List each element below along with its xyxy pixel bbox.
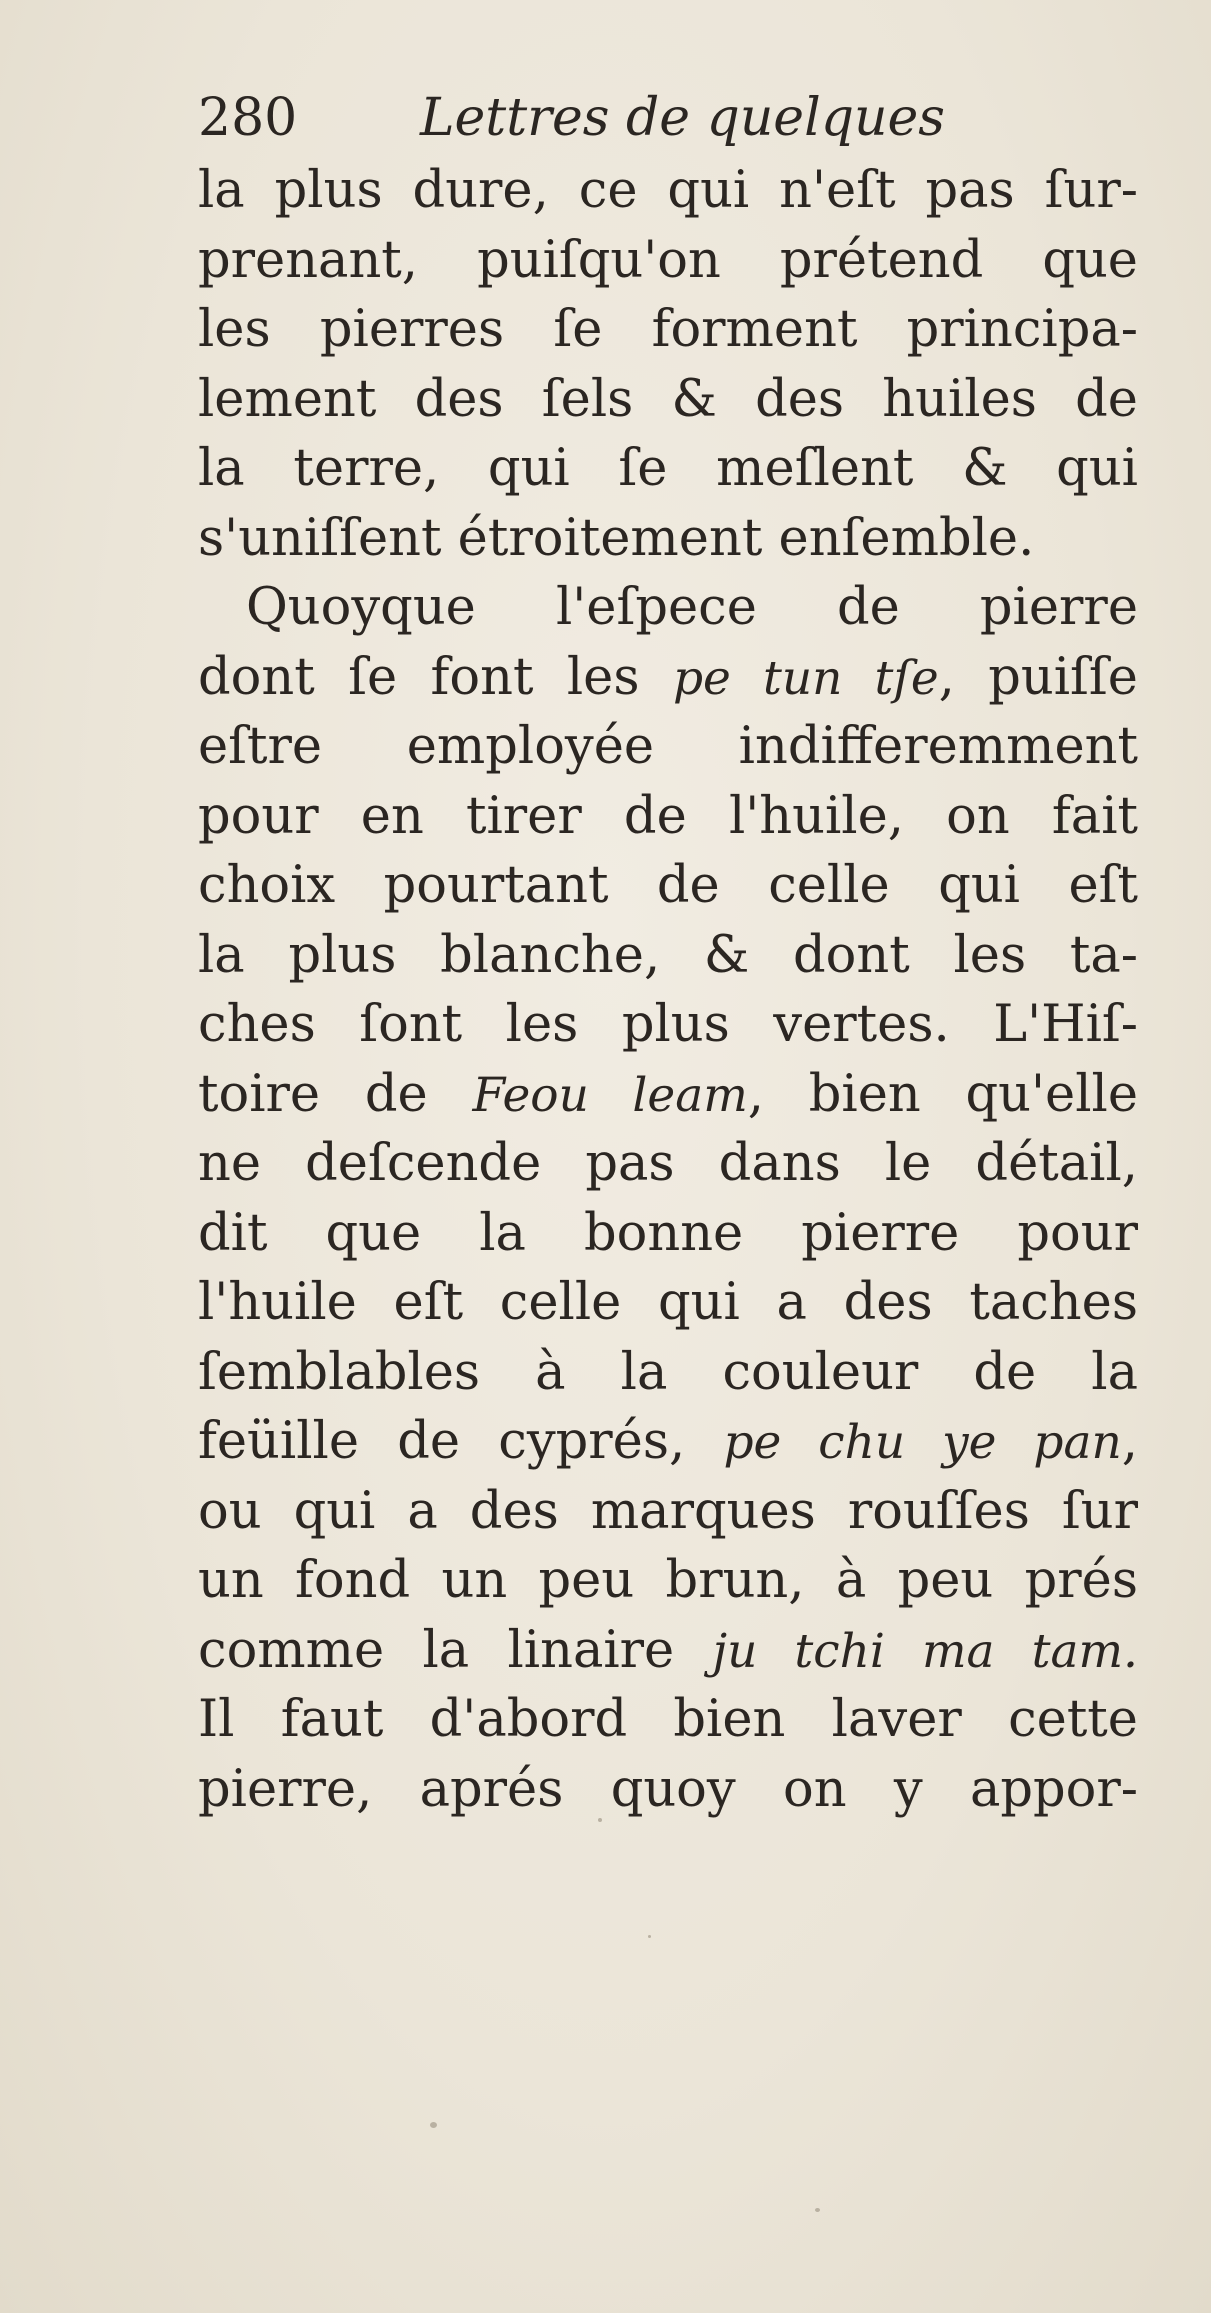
text-line bbox=[198, 504, 1138, 574]
paper-speck bbox=[815, 2208, 820, 2212]
italic-term: ju tchi ma tam. bbox=[712, 1623, 1138, 1679]
text-run: pour en tirer de l'huile, on fait bbox=[198, 786, 1138, 846]
text-run: ſemblables à la couleur de la bbox=[198, 1342, 1138, 1402]
paper-speck bbox=[430, 2122, 437, 2128]
body-text bbox=[198, 156, 1138, 1824]
text-line bbox=[198, 1407, 1138, 1477]
text-run: la plus dure, ce qui n'eſt pas ſur- bbox=[198, 161, 1138, 220]
text-run: les pierres ſe forment principa- bbox=[198, 300, 1138, 359]
text-run: lement des ſels & des huiles de bbox=[198, 369, 1138, 429]
text-run: ches ſont les plus vertes. L'Hiſ- bbox=[198, 995, 1138, 1054]
text-run: un fond un peu brun, à peu prés bbox=[198, 1551, 1138, 1610]
text-line bbox=[198, 1616, 1138, 1686]
text-run: feüille de cyprés, bbox=[198, 1412, 724, 1471]
text-run: s'uniſſent étroitement enſemble. bbox=[198, 508, 1035, 568]
text-run: Il faut d'abord bien laver cette bbox=[198, 1690, 1138, 1749]
paper-speck bbox=[648, 1935, 651, 1938]
text-line bbox=[198, 434, 1138, 504]
text-line bbox=[198, 1546, 1138, 1616]
text-run: eſtre employée indifferemment bbox=[198, 717, 1138, 776]
text-line bbox=[198, 1060, 1138, 1130]
text-line bbox=[198, 990, 1138, 1060]
text-line bbox=[198, 643, 1138, 713]
italic-term: Feou leam bbox=[472, 1067, 748, 1123]
text-line bbox=[198, 1199, 1138, 1269]
text-line bbox=[198, 1755, 1138, 1825]
text-run: l'huile eſt celle qui a des taches bbox=[198, 1273, 1138, 1332]
text-run: dit que la bonne pierre pour bbox=[198, 1203, 1138, 1263]
text-run: dont ſe font les bbox=[198, 647, 673, 707]
text-run: la plus blanche, & dont les ta- bbox=[198, 925, 1138, 985]
text-line bbox=[198, 226, 1138, 296]
paper-speck bbox=[598, 1818, 602, 1822]
text-line bbox=[198, 365, 1138, 435]
page-number: 280 bbox=[198, 88, 298, 148]
text-run: comme la linaire bbox=[198, 1620, 713, 1680]
text-run: ou qui a des marques rouſſes ſur bbox=[198, 1481, 1138, 1541]
text-line bbox=[198, 921, 1138, 991]
text-run: prenant, puiſqu'on prétend que bbox=[198, 230, 1138, 290]
text-line bbox=[198, 1129, 1138, 1199]
text-line bbox=[198, 782, 1138, 852]
text-run: pierre, aprés quoy on y appor- bbox=[198, 1759, 1138, 1819]
text-line bbox=[198, 1685, 1138, 1755]
text-line bbox=[198, 851, 1138, 921]
text-run: ne deſcende pas dans le détail, bbox=[198, 1134, 1138, 1193]
text-run: toire de bbox=[198, 1064, 473, 1124]
text-run: la terre, qui ſe meſlent & qui bbox=[198, 439, 1138, 498]
text-line bbox=[198, 712, 1138, 782]
text-line bbox=[198, 1268, 1138, 1338]
text-run: Quoyque l'eſpece de pierre bbox=[246, 578, 1138, 637]
text-line bbox=[198, 295, 1138, 365]
italic-term: pe chu ye pan bbox=[723, 1415, 1122, 1470]
running-title: Lettres de quelques bbox=[420, 88, 945, 148]
text-run: , bbox=[1121, 1412, 1138, 1471]
text-line bbox=[198, 1477, 1138, 1547]
italic-term: pe tun tſe bbox=[672, 650, 939, 706]
page-header bbox=[198, 78, 1098, 158]
text-run: , puiſſe bbox=[938, 647, 1138, 707]
text-line bbox=[198, 1338, 1138, 1408]
text-line bbox=[198, 573, 1138, 643]
text-run: , bien qu'elle bbox=[747, 1064, 1139, 1124]
text-line bbox=[198, 156, 1138, 226]
text-run: choix pourtant de celle qui eſt bbox=[198, 856, 1138, 915]
